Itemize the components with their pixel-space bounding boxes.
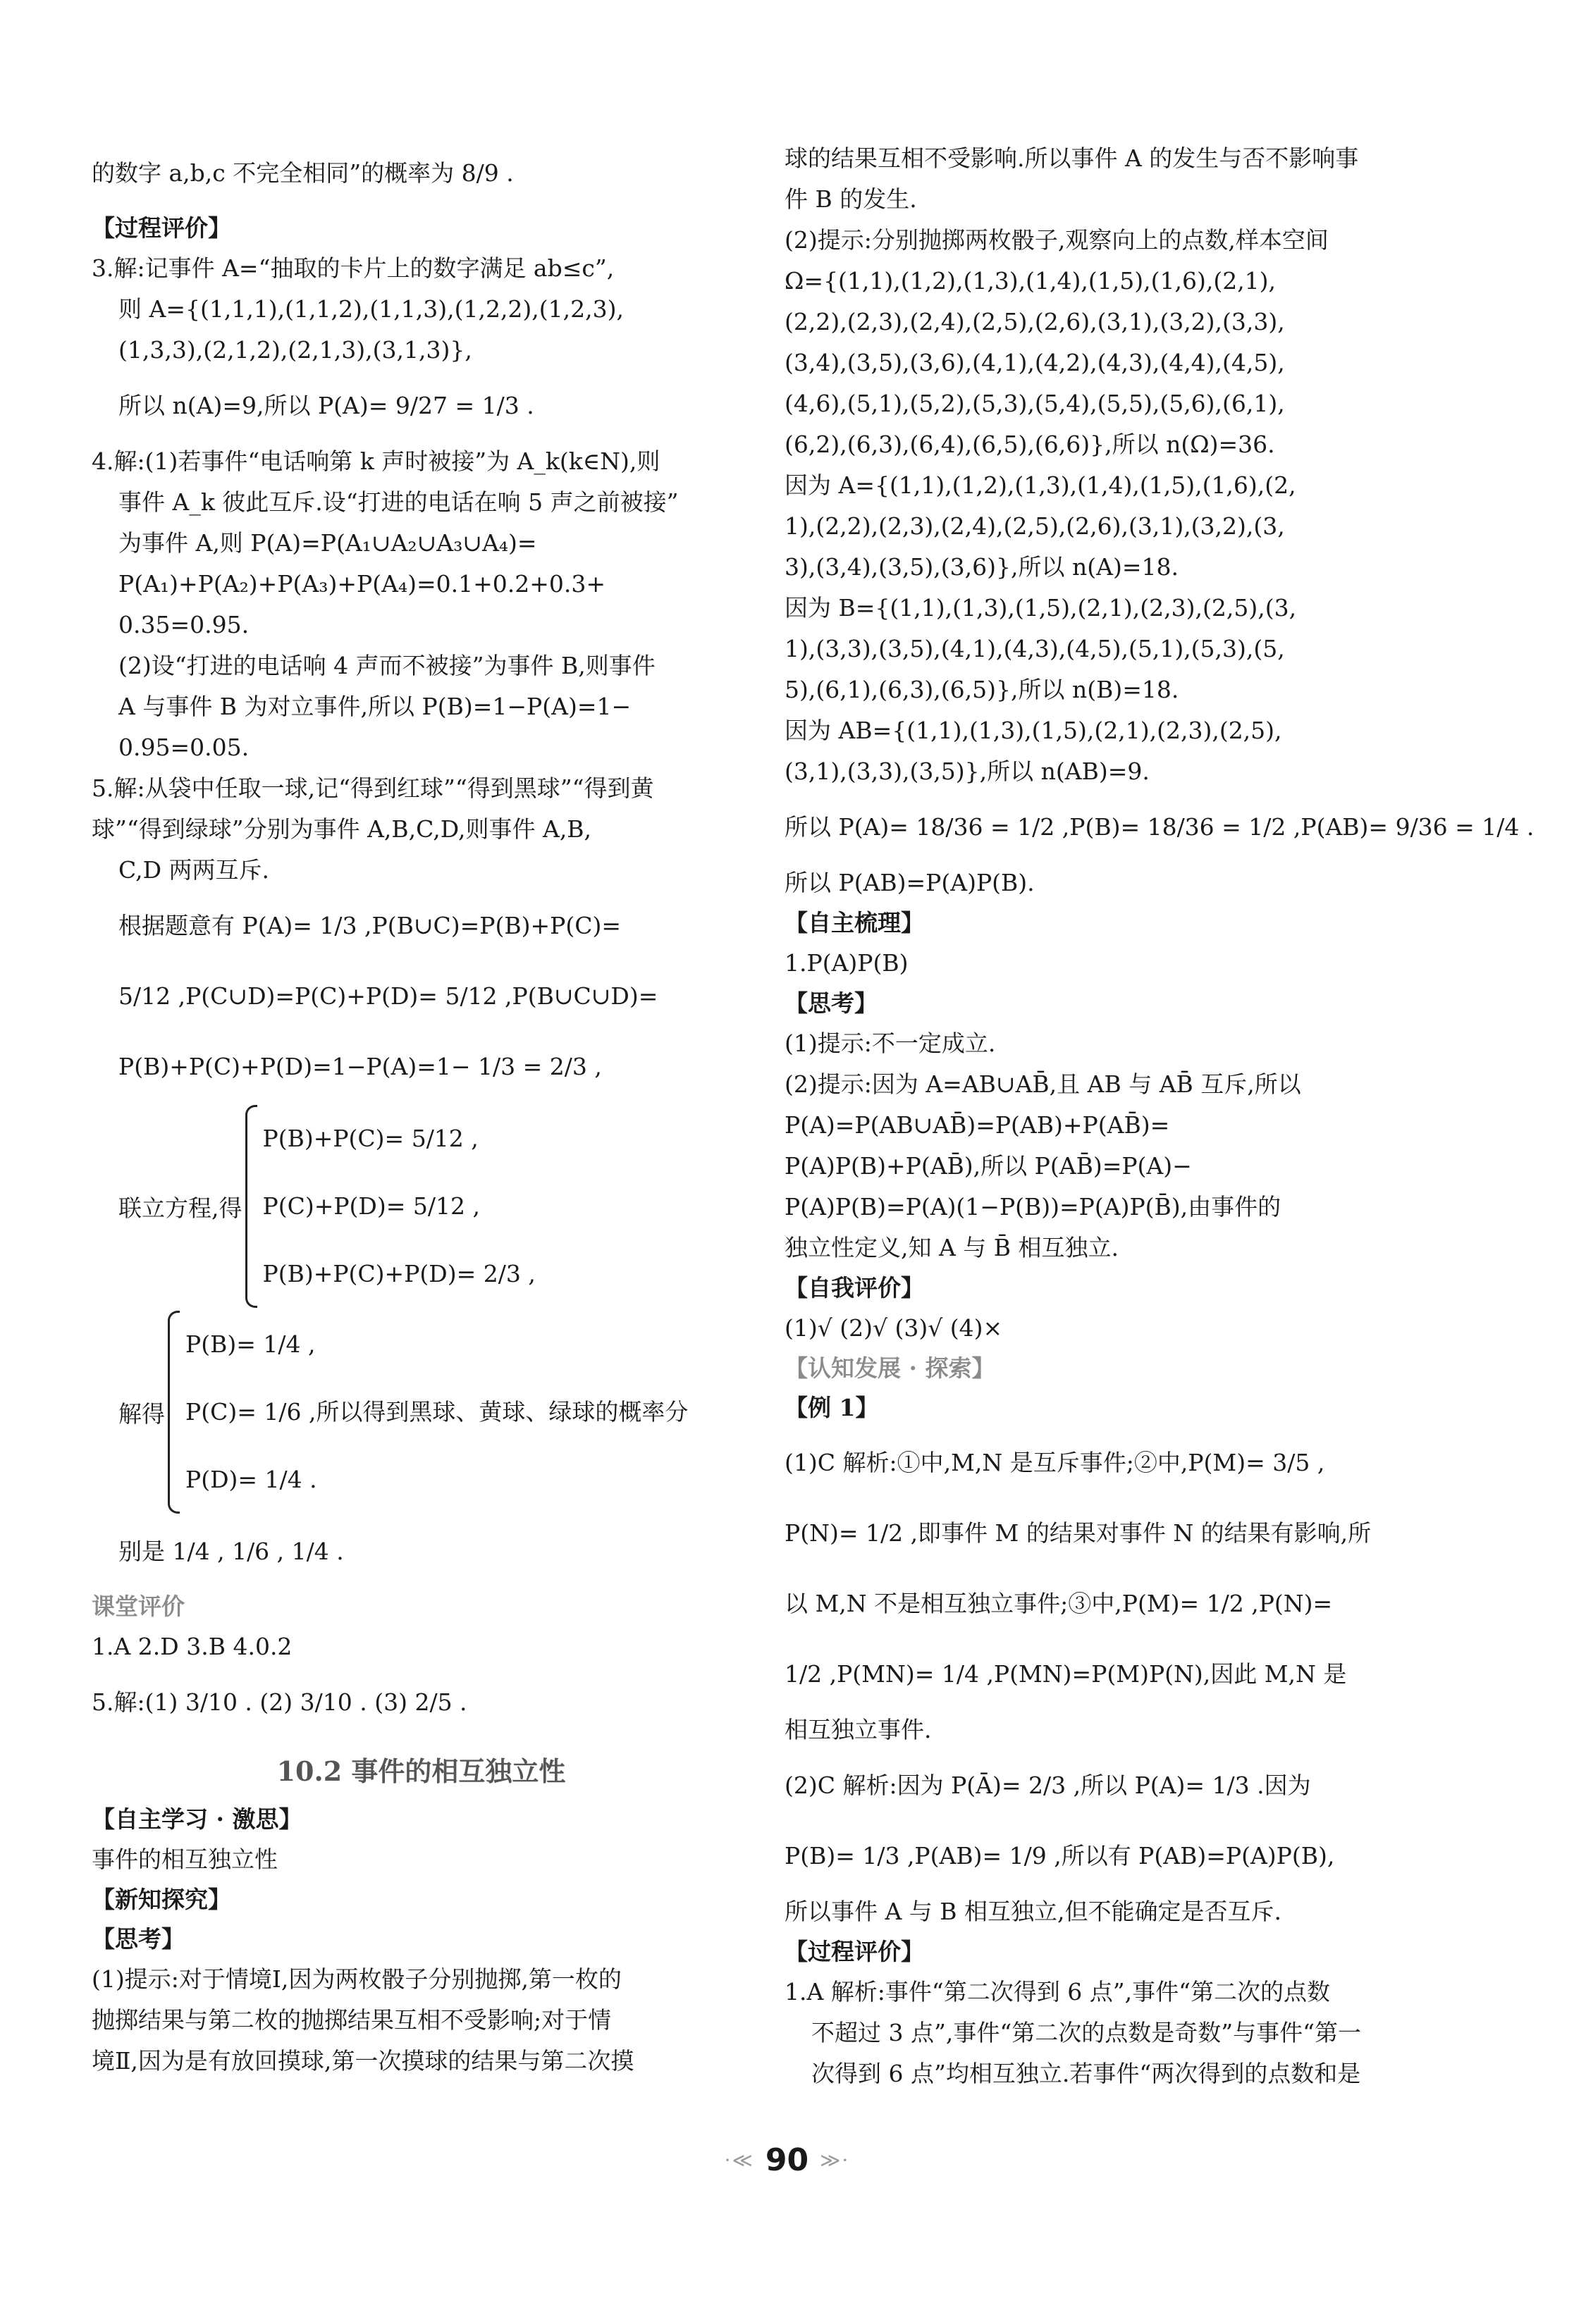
text-line: 所以事件 A 与 B 相互独立,但不能确定是否互斥. (785, 1898, 1282, 1925)
left-text-block-3 (92, 1800, 751, 2082)
text-line: 1/2 ,P(MN)= 1/4 ,P(MN)=P(M)P(N),因此 M,N 是 (785, 1660, 1347, 1688)
text-line: 球的结果互相不受影响.所以事件 A 的发生与否不影响事 (785, 144, 1359, 172)
text-line: (1)C 解析:①中,M,N 是互斥事件;②中,P(M)= 3/5 , (785, 1449, 1325, 1476)
text-line: 3.解:记事件 A=“抽取的卡片上的数字满足 ab≤c”, (92, 254, 615, 282)
text-line: 所以 P(AB)=P(A)P(B). (785, 869, 1035, 896)
brace-icon (168, 1311, 180, 1514)
text-line: 5),(6,1),(6,3),(6,5)},所以 n(B)=18. (785, 676, 1179, 703)
text-line: 【思考】 (92, 1925, 185, 1953)
system-1-rows (263, 1105, 536, 1308)
equation-row: P(B)+P(C)+P(D)= 2/3 , (262, 1260, 536, 1287)
text-line: (6,2),(6,3),(6,4),(6,5),(6,6)},所以 n(Ω)=36. (785, 431, 1275, 458)
text-line: (3,4),(3,5),(3,6),(4,1),(4,2),(4,3),(4,4),(4,5), (785, 349, 1285, 376)
right-text-block (785, 138, 1535, 2094)
text-line: P(B)+P(C)+P(D)=1−P(A)=1− 1/3 = 2/3 , (118, 1053, 602, 1080)
text-line: 0.95=0.05. (118, 734, 250, 761)
text-line: (2)提示:因为 A=AB∪AB̄,且 AB 与 AB̄ 互斥,所以 (785, 1070, 1301, 1098)
system-1-label: 联立方程,得 (118, 1194, 242, 1222)
equation-row: P(B)= 1/4 , (185, 1330, 316, 1358)
text-line: (2,2),(2,3),(2,4),(2,5),(2,6),(3,1),(3,2),(3,3), (785, 308, 1285, 335)
section-title: 10.2 事件的相互独立性 (276, 1755, 566, 1787)
text-line: 因为 AB={(1,1),(1,3),(1,5),(2,1),(2,3),(2,5), (785, 717, 1282, 744)
text-line: 独立性定义,知 A 与 B̄ 相互独立. (785, 1234, 1119, 1261)
text-line: (1)提示:不一定成立. (785, 1030, 996, 1057)
text-line: 1.P(A)P(B) (785, 949, 909, 977)
text-line: 事件的相互独立性 (92, 1846, 278, 1873)
text-line: P(A₁)+P(A₂)+P(A₃)+P(A₄)=0.1+0.2+0.3+ (118, 570, 606, 598)
text-line: 球”“得到绿球”分别为事件 A,B,C,D,则事件 A,B, (92, 815, 592, 843)
text-line: 1),(3,3),(3,5),(4,1),(4,3),(4,5),(5,1),(5,3),(5, (785, 635, 1285, 662)
text-line: 境Ⅱ,因为是有放回摸球,第一次摸球的结果与第二次摸 (92, 2047, 634, 2075)
text-line: 件 B 的发生. (785, 185, 917, 213)
text-line: 因为 B={(1,1),(1,3),(1,5),(2,1),(2,3),(2,5),(3, (785, 594, 1297, 622)
brace-icon (245, 1105, 257, 1308)
page-number: 90 (765, 2141, 809, 2178)
text-line: 事件 A_k 彼此互斥.设“打进的电话在响 5 声之前被接” (118, 488, 679, 516)
text-line: (4,6),(5,1),(5,2),(5,3),(5,4),(5,5),(5,6),(6,1), (785, 390, 1285, 417)
text-line: (3,1),(3,3),(3,5)},所以 n(AB)=9. (785, 758, 1150, 785)
text-line: (2)设“打进的电话响 4 声而不被接”为事件 B,则事件 (118, 652, 656, 679)
text-line: Ω={(1,1),(1,2),(1,3),(1,4),(1,5),(1,6),(2,1), (785, 267, 1277, 295)
text-line: (1)提示:对于情境Ⅰ,因为两枚骰子分别抛掷,第一枚的 (92, 1965, 622, 1993)
text-line: 以 M,N 不是相互独立事件;③中,P(M)= 1/2 ,P(N)= (785, 1590, 1333, 1617)
text-line: (1)√ (2)√ (3)√ (4)× (785, 1314, 1003, 1342)
text-line: 5.解:(1) 3/10 . (2) 3/10 . (3) 2/5 . (92, 1688, 467, 1716)
text-line: C,D 两两互斥. (118, 856, 270, 884)
page-footer (0, 2135, 1574, 2184)
text-line: 1),(2,2),(2,3),(2,4),(2,5),(2,6),(3,1),(3,2),(3, (785, 512, 1285, 540)
text-line: 所以 P(A)= 18/36 = 1/2 ,P(B)= 18/36 = 1/2 ,P(AB)= 9/36 = 1/4 . (785, 813, 1535, 841)
text-line: 次得到 6 点”均相互独立.若事件“两次得到的点数和是 (811, 2060, 1361, 2087)
text-line: 不超过 3 点”,事件“第二次的点数是奇数”与事件“第一 (811, 2019, 1361, 2046)
text-line: 【认知发展 · 探索】 (785, 1354, 995, 1382)
text-line: 相互独立事件. (785, 1716, 932, 1743)
ornament-left-icon: ·≪ (724, 2148, 754, 2172)
text-line: P(A)P(B)=P(A)(1−P(B))=P(A)P(B̄),由事件的 (785, 1193, 1281, 1220)
equation-row: P(C)= 1/6 ,所以得到黑球、黄球、绿球的概率分 (185, 1398, 689, 1426)
left-text-block-2 (92, 1516, 751, 1738)
right-column (785, 138, 1535, 2094)
text-line: 【自我评价】 (785, 1274, 924, 1302)
text-line: 4.解:(1)若事件“电话响第 k 声时被接”为 A_k(k∈N),则 (92, 447, 660, 475)
text-line: 则 A={(1,1,1),(1,1,2),(1,1,3),(1,2,2),(1,2,3), (118, 295, 624, 323)
text-line: 5.解:从袋中任取一球,记“得到红球”“得到黑球”“得到黄 (92, 774, 654, 802)
text-line: (2)提示:分别抛掷两枚骰子,观察向上的点数,样本空间 (785, 226, 1329, 254)
left-column (92, 138, 751, 2082)
text-line: 【过程评价】 (785, 1938, 924, 1965)
ornament-right-icon: ≫· (820, 2148, 850, 2172)
text-line: P(N)= 1/2 ,即事件 M 的结果对事件 N 的结果有影响,所 (785, 1519, 1372, 1547)
text-line: P(B)= 1/3 ,P(AB)= 1/9 ,所以有 P(AB)=P(A)P(B), (785, 1842, 1335, 1869)
text-line: 的数字 a,b,c 不完全相同”的概率为 8/9 . (92, 159, 514, 187)
text-line: 5/12 ,P(C∪D)=P(C)+P(D)= 5/12 ,P(B∪C∪D)= (118, 982, 658, 1010)
text-line: 所以 n(A)=9,所以 P(A)= 9/27 = 1/3 . (118, 392, 534, 419)
equation-row: P(C)+P(D)= 5/12 , (262, 1192, 480, 1220)
text-line: 【思考】 (785, 989, 878, 1017)
text-line: 【例 1】 (785, 1394, 879, 1421)
system-2-label: 解得 (118, 1399, 165, 1428)
text-line: 1.A 解析:事件“第二次得到 6 点”,事件“第二次的点数 (785, 1978, 1331, 2005)
text-line: 【过程评价】 (92, 214, 231, 242)
text-line: 【自主学习 · 激思】 (92, 1805, 302, 1833)
text-line: (1,3,3),(2,1,2),(2,1,3),(3,1,3)}, (118, 336, 472, 364)
text-line: 3),(3,4),(3,5),(3,6)},所以 n(A)=18. (785, 553, 1179, 581)
text-line: 根据题意有 P(A)= 1/3 ,P(B∪C)=P(B)+P(C)= (118, 912, 621, 939)
text-line: A 与事件 B 为对立事件,所以 P(B)=1−P(A)=1− (118, 693, 632, 720)
text-line: 因为 A={(1,1),(1,2),(1,3),(1,4),(1,5),(1,6),(2, (785, 471, 1296, 499)
text-line: 【自主梳理】 (785, 909, 924, 937)
text-line: (2)C 解析:因为 P(Ā)= 2/3 ,所以 P(A)= 1/3 .因为 (785, 1772, 1311, 1799)
equation-system-2 (92, 1311, 751, 1514)
text-line: 抛掷结果与第二枚的抛掷结果互相不受影响;对于情 (92, 2006, 612, 2034)
text-line: 【新知探究】 (92, 1886, 231, 1913)
text-line: 别是 1/4 , 1/6 , 1/4 . (118, 1538, 344, 1565)
text-line: 1.A 2.D 3.B 4.0.2 (92, 1633, 293, 1660)
text-line: 为事件 A,则 P(A)=P(A₁∪A₂∪A₃∪A₄)= (118, 529, 537, 557)
text-line: P(A)=P(AB∪AB̄)=P(AB)+P(AB̄)= (785, 1111, 1170, 1139)
equation-row: P(D)= 1/4 . (185, 1466, 317, 1493)
text-line: 课堂评价 (92, 1593, 185, 1620)
text-line: P(A)P(B)+P(AB̄),所以 P(AB̄)=P(A)− (785, 1152, 1192, 1180)
text-line: 0.35=0.95. (118, 611, 250, 638)
equation-row: P(B)+P(C)= 5/12 , (262, 1125, 479, 1152)
system-2-rows (185, 1311, 688, 1514)
left-text-block (92, 138, 751, 1102)
equation-system-1 (92, 1105, 751, 1308)
